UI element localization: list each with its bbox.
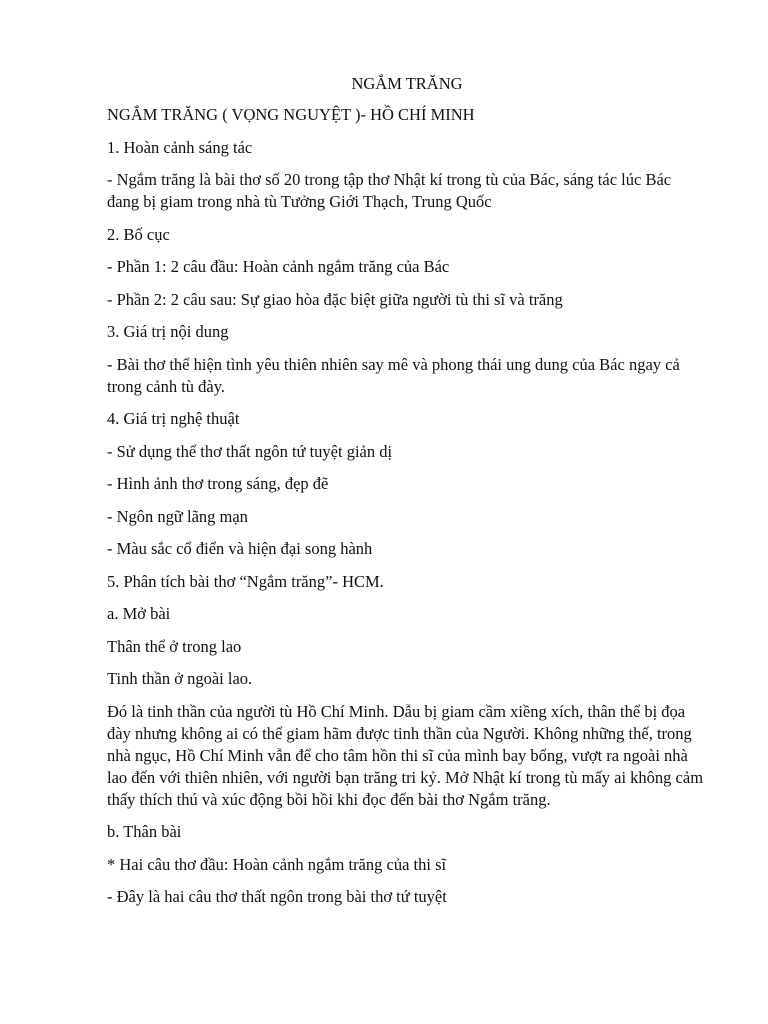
paragraph-opening: Đó là tinh thần của người tù Hồ Chí Minh. Dẫu bị giam cầm xiềng xích, thân thể bị đọa đày nhưng không ai có thể giam hãm được tinh thần của Người. Không những thế, trong nhà ngục, Hồ Chí Minh vẫn để cho tâm hồn thi sĩ của mình bay bổng, vượt ra ngoài nhà lao đến với thiên nhiên, với người bạn trăng tri kỷ. Mở Nhật kí trong tù mấy ai không cảm thấy thích thú và xúc động bồi hồi khi đọc đến bài thơ Ngắm trăng. <box>107 701 704 809</box>
section-heading-art-value: 4. Giá trị nghệ thuật <box>107 409 240 428</box>
section-heading-context: 1. Hoàn cảnh sáng tác <box>107 137 253 157</box>
section-heading-content-value: 3. Giá trị nội dung <box>107 322 229 341</box>
paragraph-art-language: - Ngôn ngữ lãng mạn <box>107 506 248 526</box>
paragraph-part-2: - Phần 2: 2 câu sau: Sự giao hòa đặc biệt giữa người tù thi sĩ và trăng <box>107 289 563 309</box>
paragraph-art-form: - Sử dụng thể thơ thất ngôn tứ tuyệt giản dị <box>107 441 393 461</box>
paragraph-part-1: - Phần 1: 2 câu đầu: Hoàn cảnh ngắm trăng của Bác <box>107 257 450 276</box>
subheading-opening: a. Mở bài <box>107 604 171 623</box>
document-title: NGẮM TRĂNG <box>351 74 463 93</box>
quote-line-1: Thân thể ở trong lao <box>107 636 242 656</box>
paragraph-art-imagery: - Hình ảnh thơ trong sáng, đẹp đẽ <box>107 474 329 493</box>
subheading-body: b. Thân bài <box>107 822 182 841</box>
quote-line-2: Tinh thần ở ngoài lao. <box>107 669 253 688</box>
document-body <box>107 73 707 919</box>
section-heading-analysis: 5. Phân tích bài thơ “Ngắm trăng”- HCM. <box>107 571 384 591</box>
paragraph-first-lines: * Hai câu thơ đầu: Hoàn cảnh ngắm trăng của thi sĩ <box>107 854 447 874</box>
section-heading-structure: 2. Bố cục <box>107 224 170 244</box>
paragraph-art-color: - Màu sắc cổ điển và hiện đại song hành <box>107 539 373 558</box>
poem-heading: NGẮM TRĂNG ( VỌNG NGUYỆT )- HỒ CHÍ MINH <box>107 105 475 124</box>
paragraph-content-value: - Bài thơ thể hiện tình yêu thiên nhiên say mê và phong thái ung dung của Bác ngay cả trong cảnh tù đày. <box>107 354 680 396</box>
paragraph-context: - Ngắm trăng là bài thơ số 20 trong tập thơ Nhật kí trong tù của Bác, sáng tác lúc Bác đang bị giam trong nhà tù Tưởng Giới Thạch, Trung Quốc <box>107 170 672 211</box>
paragraph-form-note: - Đây là hai câu thơ thất ngôn trong bài thơ tứ tuyệt <box>107 887 447 906</box>
